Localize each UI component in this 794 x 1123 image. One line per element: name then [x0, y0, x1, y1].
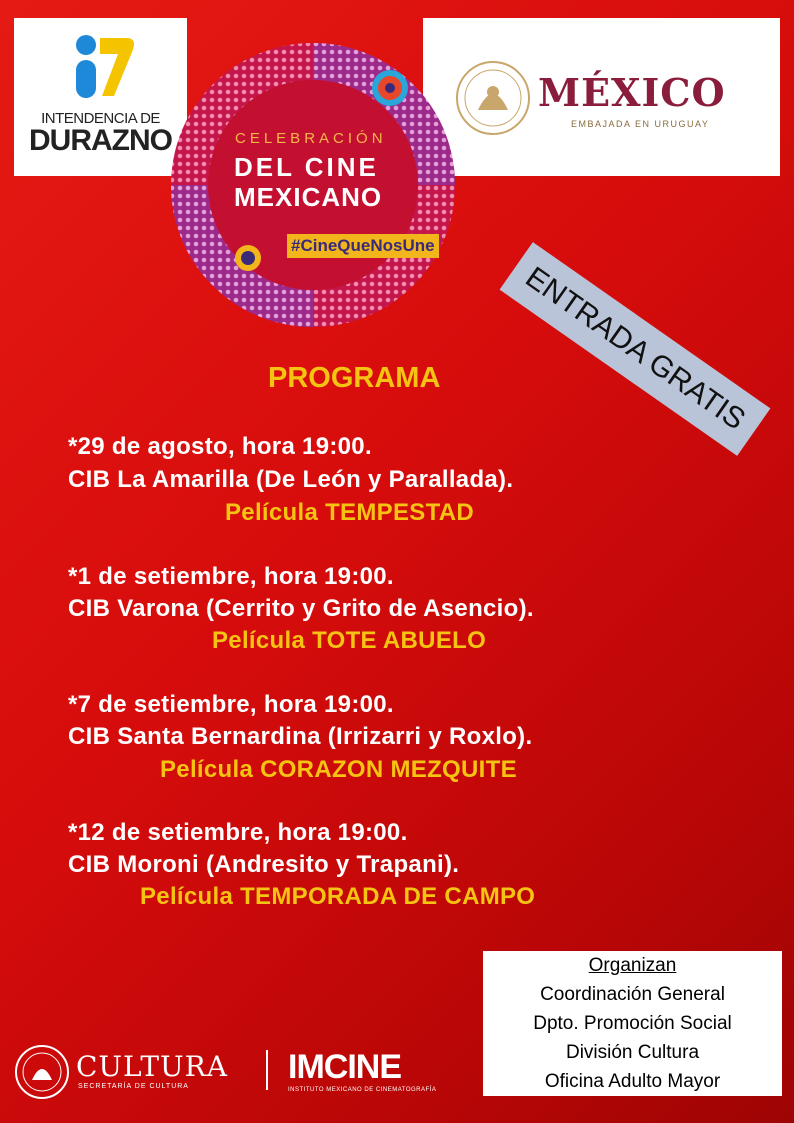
- free-entry-banner: ENTRADA GRATIS: [500, 242, 771, 456]
- event-2-date: *1 de setiembre, hora 19:00.: [68, 563, 394, 590]
- cultura-subtitle: SECRETARÍA DE CULTURA: [78, 1083, 189, 1090]
- event-4-place: CIB Moroni (Andresito y Trapani).: [68, 851, 460, 878]
- organizer-item: División Cultura: [565, 1042, 700, 1063]
- footer-divider: [266, 1050, 268, 1090]
- program-heading: PROGRAMA: [268, 362, 441, 394]
- organizer-item: Dpto. Promoción Social: [533, 1013, 732, 1034]
- organizer-item: Oficina Adulto Mayor: [544, 1071, 721, 1092]
- event-1-date: *29 de agosto, hora 19:00.: [68, 433, 372, 460]
- durazno-logo: [14, 18, 187, 176]
- imcine-subtitle: INSTITUTO MEXICANO DE CINEMATOGRAFÍA: [288, 1087, 437, 1093]
- imcine-title: IMCINE: [288, 1048, 401, 1086]
- cine-line2: DEL CINE: [234, 152, 379, 182]
- organizer-item: Coordinación General: [540, 984, 725, 1005]
- event-1-place: CIB La Amarilla (De León y Parallada).: [68, 466, 514, 493]
- event-3-place: CIB Santa Bernardina (Irrizarri y Roxlo).: [68, 723, 533, 750]
- cine-line3: MEXICANO: [234, 182, 383, 212]
- cultura-title: CULTURA: [76, 1050, 228, 1083]
- event-1-film: Película TEMPESTAD: [225, 499, 475, 526]
- cine-hashtag: #CineQueNosUne: [287, 234, 439, 258]
- event-3-date: *7 de setiembre, hora 19:00.: [68, 691, 394, 718]
- organizers-box: [483, 951, 782, 1096]
- cine-line1: CELEBRACIÓN: [235, 130, 387, 147]
- event-2-place: CIB Varona (Cerrito y Grito de Asencio).: [68, 595, 534, 622]
- event-3-film: Película CORAZON MEZQUITE: [160, 756, 517, 783]
- durazno-line2: DURAZNO: [29, 124, 172, 157]
- durazno-line1: INTENDENCIA DE: [41, 110, 160, 127]
- event-4-film: Película TEMPORADA DE CAMPO: [140, 883, 536, 910]
- durazno-emblem-icon: [14, 18, 187, 108]
- event-4-date: *12 de setiembre, hora 19:00.: [68, 819, 408, 846]
- mexico-title: MÉXICO: [538, 70, 726, 115]
- organizers-title: Organizan: [588, 955, 677, 976]
- event-2-film: Película TOTE ABUELO: [212, 627, 487, 654]
- cultura-seal-icon: [14, 1044, 70, 1100]
- mexico-subtitle: EMBAJADA EN URUGUAY: [571, 119, 710, 129]
- mexico-embassy-logo: [423, 18, 780, 176]
